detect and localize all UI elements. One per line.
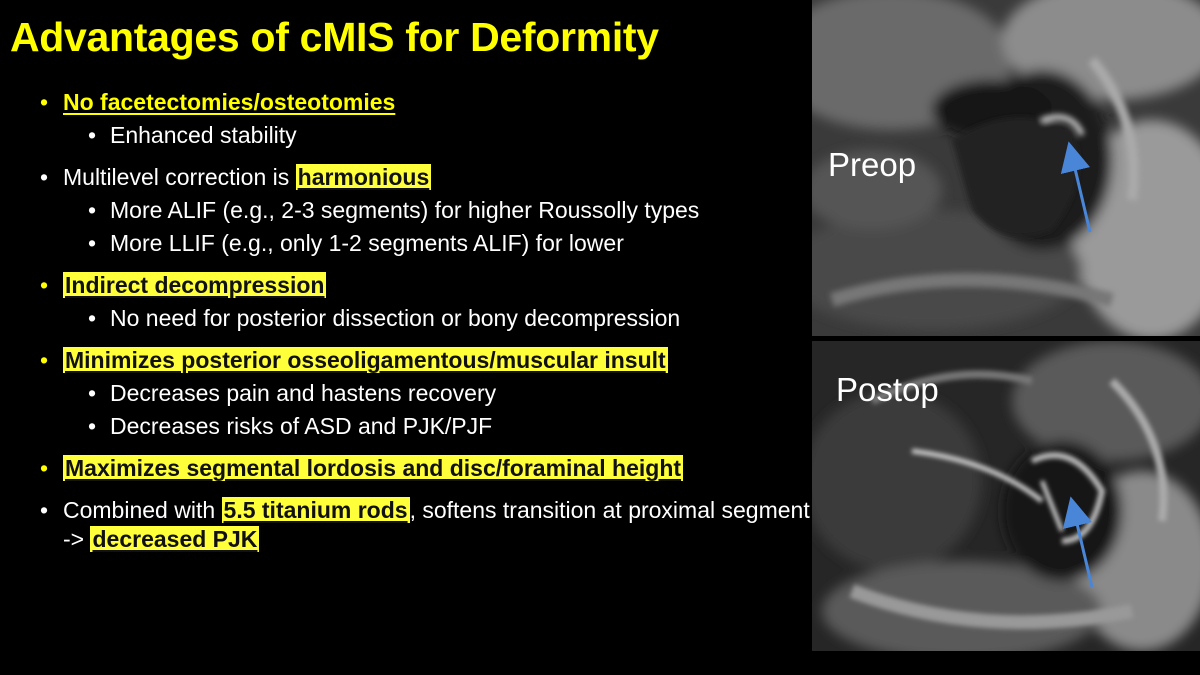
bullet-dot: •	[88, 230, 97, 256]
bullet-item	[40, 496, 810, 554]
postop-image	[812, 341, 1200, 651]
bullet-text: More ALIF (e.g., 2-3 segments) for higher Roussolly types	[110, 197, 700, 223]
bullet-text: No need for posterior dissection or bony decompression	[110, 305, 681, 331]
bullet-text: More LLIF (e.g., only 1-2 segments ALIF) for lower	[110, 230, 624, 256]
bullet-list	[40, 88, 810, 554]
preop-image	[812, 0, 1200, 336]
bullet-text: Decreases risks of ASD and PJK/PJF	[110, 413, 493, 439]
highlighted-text: Minimizes posterior osseoligamentous/muscular insult	[65, 347, 666, 373]
bullet-dot: •	[40, 497, 49, 523]
sub-bullet-item	[40, 304, 810, 333]
bullet-dot: •	[40, 272, 49, 298]
bullet-dot: •	[40, 347, 49, 373]
sub-bullet-item	[40, 412, 810, 441]
bullet-dot: •	[88, 122, 97, 148]
bullet-item	[40, 163, 810, 192]
highlighted-text: harmonious	[297, 164, 430, 190]
sub-bullet-item	[40, 379, 810, 408]
bullet-item	[40, 271, 810, 300]
bullet-text: , softens transition at proximal segment ->	[63, 497, 810, 552]
highlighted-text: Indirect decompression	[65, 272, 325, 298]
highlighted-text: decreased PJK	[92, 526, 258, 552]
sub-bullet-item	[40, 196, 810, 225]
sub-bullet-item	[40, 229, 810, 258]
slide-title: Advantages of cMIS for Deformity	[10, 14, 659, 60]
highlighted-text: Maximizes segmental lordosis and disc/foraminal height	[65, 455, 682, 481]
sub-bullet-item	[40, 121, 810, 150]
bullet-text: Combined with	[63, 497, 222, 523]
bullet-item	[40, 88, 810, 117]
bullet-item	[40, 454, 810, 483]
highlighted-text: 5.5 titanium rods	[223, 497, 408, 523]
highlighted-text: No facetectomies/osteotomies	[63, 89, 396, 115]
bullet-item	[40, 346, 810, 375]
bullet-dot: •	[40, 89, 49, 115]
postop-label: Postop	[836, 371, 939, 408]
bullet-dot: •	[88, 413, 97, 439]
bullet-text: Multilevel correction is	[63, 164, 296, 190]
bullet-dot: •	[40, 455, 49, 481]
bullet-dot: •	[88, 197, 97, 223]
bullet-dot: •	[88, 305, 97, 331]
bullet-text: Decreases pain and hastens recovery	[110, 380, 497, 406]
bullet-text: Enhanced stability	[110, 122, 297, 148]
preop-label: Preop	[828, 146, 917, 183]
bullet-dot: •	[88, 380, 97, 406]
bullet-dot: •	[40, 164, 49, 190]
